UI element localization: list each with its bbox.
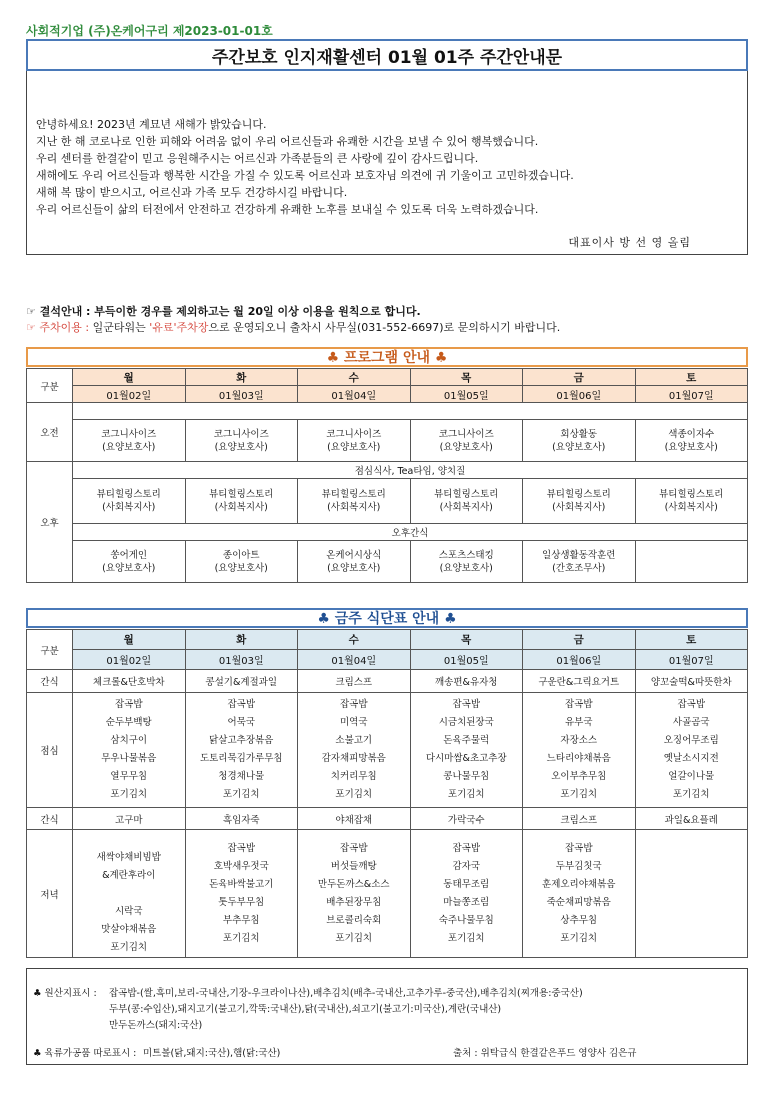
origin-label: ♣ 원산지표시 : (33, 988, 97, 999)
activity-cell: 종이아트 (요양보호사) (185, 541, 298, 583)
snack-cell: 구운란&그릭요거트 (523, 670, 636, 693)
parking-label: ☞ 주차이용 : (26, 321, 93, 334)
lunch-menu-cell: 잡곡밥 시금치된장국 돈육주물럭 다시마쌈&초고추장 콩나물무침 포기김치 (410, 693, 523, 808)
date-header: 01월04일 (298, 386, 411, 403)
date-header: 01월04일 (298, 650, 411, 670)
lunch-menu-cell: 잡곡밥 미역국 소불고기 감자채피망볶음 치커리무침 포기김치 (298, 693, 411, 808)
date-header: 01월03일 (185, 386, 298, 403)
lunch-menu-cell: 잡곡밥 순두부백탕 삼치구이 무우나물볶음 열무무침 포기김치 (73, 693, 186, 808)
dinner-menu-cell: 잡곡밥 두부김칫국 훈제오리야채볶음 죽순채피망볶음 상추무침 포기김치 (523, 830, 636, 958)
day-header: 토 (635, 630, 748, 650)
date-header: 01월03일 (185, 650, 298, 670)
letter-line: 새해 복 많이 받으시고, 어르신과 가족 모두 건강하시길 바랍니다. (36, 186, 348, 199)
afternoon-label: 오후 (27, 462, 73, 583)
label-column-header: 구분 (27, 630, 73, 670)
activity-cell: 코그니사이즈 (요양보호사) (73, 420, 186, 462)
date-header: 01월07일 (635, 386, 748, 403)
day-header: 금 (523, 369, 636, 386)
activity-cell: 뷰티힐링스토리 (사회복지사) (635, 479, 748, 524)
day-header: 수 (298, 369, 411, 386)
day-header: 목 (410, 369, 523, 386)
lunch-menu-cell: 잡곡밥 유부국 자장소스 느타리야채볶음 오이부추무침 포기김치 (523, 693, 636, 808)
day-header: 월 (73, 369, 186, 386)
dinner-menu-cell: 새싹야채비빔밥 &계란후라이 시락국 맛살야채볶음 포기김치 (73, 830, 186, 958)
dinner-menu-cell (635, 830, 748, 958)
snack-cell: 체크롤&단호박차 (73, 670, 186, 693)
day-header: 토 (635, 369, 748, 386)
activity-cell: 뷰티힐링스토리 (사회복지사) (410, 479, 523, 524)
origin-line: 잡곡밥-(쌀,흑미,보리-국내산,기장-우크라이나산),배추김치(배추-국내산,고추가루-중국산),배추김치(찌개용:중국산) (109, 988, 583, 999)
snack-cell: 양꼬술떡&따뜻한차 (635, 670, 748, 693)
activity-cell: 뷰티힐링스토리 (사회복지사) (185, 479, 298, 524)
paid-parking-highlight: '유료'주차장 (149, 321, 209, 334)
day-header: 금 (523, 630, 636, 650)
letter-body (36, 116, 574, 218)
date-header: 01월05일 (410, 386, 523, 403)
activity-cell: 코그니사이즈 (요양보호사) (185, 420, 298, 462)
empty-row (73, 403, 748, 420)
program-section-title: ♣ 프로그램 안내 ♣ (26, 347, 748, 367)
snack-cell: 크림스프 (298, 670, 411, 693)
footer-info (26, 968, 748, 1065)
date-header: 01월02일 (73, 386, 186, 403)
date-header: 01월06일 (523, 650, 636, 670)
dinner-menu-cell: 잡곡밥 감자국 동태무조림 마늘쫑조림 숙주나물무침 포기김치 (410, 830, 523, 958)
lunch-menu-cell: 잡곡밥 사골곰국 오징어무조림 옛날소시지전 얼갈이나물 포기김치 (635, 693, 748, 808)
day-header: 목 (410, 630, 523, 650)
snack-cell: 흑임자죽 (185, 808, 298, 830)
snack-cell: 깨송편&유자청 (410, 670, 523, 693)
afternoon-snack-row: 오후간식 (73, 524, 748, 541)
meal-table (26, 629, 748, 958)
activity-cell: 일상생활동작훈련 (간호조무사) (523, 541, 636, 583)
origin-line: 만두돈까스(돼지:국산) (109, 1020, 203, 1031)
parking-text-rest: 으로 운영되오니 출차시 사무실(031-552-6697)로 문의하시기 바랍니다. (208, 321, 561, 334)
activity-cell: 온케어시상식 (요양보호사) (298, 541, 411, 583)
day-header: 수 (298, 630, 411, 650)
dinner-menu-cell: 잡곡밥 버섯들깨탕 만두돈까스&소스 배추된장무침 브로콜리숙회 포기김치 (298, 830, 411, 958)
letter-line: 지난 한 해 코로나로 인한 피해와 어려움 없이 우리 어르신들과 유쾌한 시간을 보낼 수 있어 행복했습니다. (36, 135, 539, 148)
lunch-menu-cell: 잡곡밥 어묵국 닭살고추장볶음 도토리묵김가루무침 청경채나물 포기김치 (185, 693, 298, 808)
greeting-letter (26, 71, 748, 255)
origin-line: 두부(콩:수입산),돼지고기(불고기,깍뚝:국내산),닭(국내산),쇠고기(불고기:미국산),계란(국내산) (109, 1004, 502, 1015)
letter-line: 새해에도 우리 어르신들과 행복한 시간을 가질 수 있도록 어르신과 보호자님 의견에 귀 기울이고 고민하겠습니다. (36, 169, 574, 182)
activity-cell (635, 541, 748, 583)
lunch-break-row: 점심식사, Tea타임, 양치질 (73, 462, 748, 479)
parking-notice (26, 319, 560, 335)
label-column-header: 구분 (27, 369, 73, 403)
activity-cell: 코그니사이즈 (요양보호사) (298, 420, 411, 462)
snack-cell: 크림스프 (523, 808, 636, 830)
absence-notice: ☞ 결석안내 : 부득이한 경우를 제외하고는 월 20일 이상 이용을 원칙으로 합니다. (26, 305, 421, 318)
date-header: 01월05일 (410, 650, 523, 670)
activity-cell: 뷰티힐링스토리 (사회복지사) (298, 479, 411, 524)
dinner-menu-cell: 잡곡밥 호박새우젓국 돈육바싹불고기 톳두부무침 부추무침 포기김치 (185, 830, 298, 958)
date-header: 01월07일 (635, 650, 748, 670)
activity-cell: 스포츠스태킹 (요양보호사) (410, 541, 523, 583)
letter-line: 우리 센터를 한결같이 믿고 응원해주시는 어르신과 가족분들의 큰 사랑에 깊이 감사드립니다. (36, 152, 479, 165)
snack-label: 간식 (27, 808, 73, 830)
document-number: 사회적기업 (주)온케어구리 제2023-01-01호 (26, 24, 273, 38)
meal-section-title: ♣ 금주 식단표 안내 ♣ (26, 608, 748, 628)
parking-text: 일군타워는 (92, 321, 150, 334)
activity-cell: 뷰티힐링스토리 (사회복지사) (523, 479, 636, 524)
activity-cell: 회상활동 (요양보호사) (523, 420, 636, 462)
date-header: 01월02일 (73, 650, 186, 670)
signature: 대표이사 방 선 영 올림 (568, 236, 691, 249)
day-header: 화 (185, 369, 298, 386)
lunch-label: 점심 (27, 693, 73, 808)
day-header: 화 (185, 630, 298, 650)
meat-value: 미트볼(닭,돼지:국산),햄(닭:국산) (143, 1048, 281, 1059)
date-header: 01월06일 (523, 386, 636, 403)
snack-cell: 가락국수 (410, 808, 523, 830)
activity-cell: 뷰티힐링스토리 (사회복지사) (73, 479, 186, 524)
snack-cell: 야채잡채 (298, 808, 411, 830)
snack-cell: 고구마 (73, 808, 186, 830)
meat-label: ♣ 육류가공품 따로표시 : (33, 1048, 137, 1059)
snack-cell: 콩설기&계절과일 (185, 670, 298, 693)
letter-line: 안녕하세요! 2023년 계묘년 새해가 밝았습니다. (36, 118, 267, 131)
day-header: 월 (73, 630, 186, 650)
activity-cell: 색종이자수 (요양보호사) (635, 420, 748, 462)
page-title: 주간보호 인지재활센터 01월 01주 주간안내문 (26, 39, 748, 71)
dinner-label: 저녁 (27, 830, 73, 958)
activity-cell: 쏭어게인 (요양보호사) (73, 541, 186, 583)
meal-source: 출처 : 위탁급식 한결같은푸드 영양사 김은규 (453, 1048, 637, 1059)
letter-line: 우리 어르신들이 삶의 터전에서 안전하고 건강하게 유쾌한 노후를 보내실 수 있도록 더욱 노력하겠습니다. (36, 203, 539, 216)
program-table (26, 368, 748, 583)
activity-cell: 코그니사이즈 (요양보호사) (410, 420, 523, 462)
snack-cell: 과일&요플레 (635, 808, 748, 830)
snack-label: 간식 (27, 670, 73, 693)
morning-label: 오전 (27, 403, 73, 462)
